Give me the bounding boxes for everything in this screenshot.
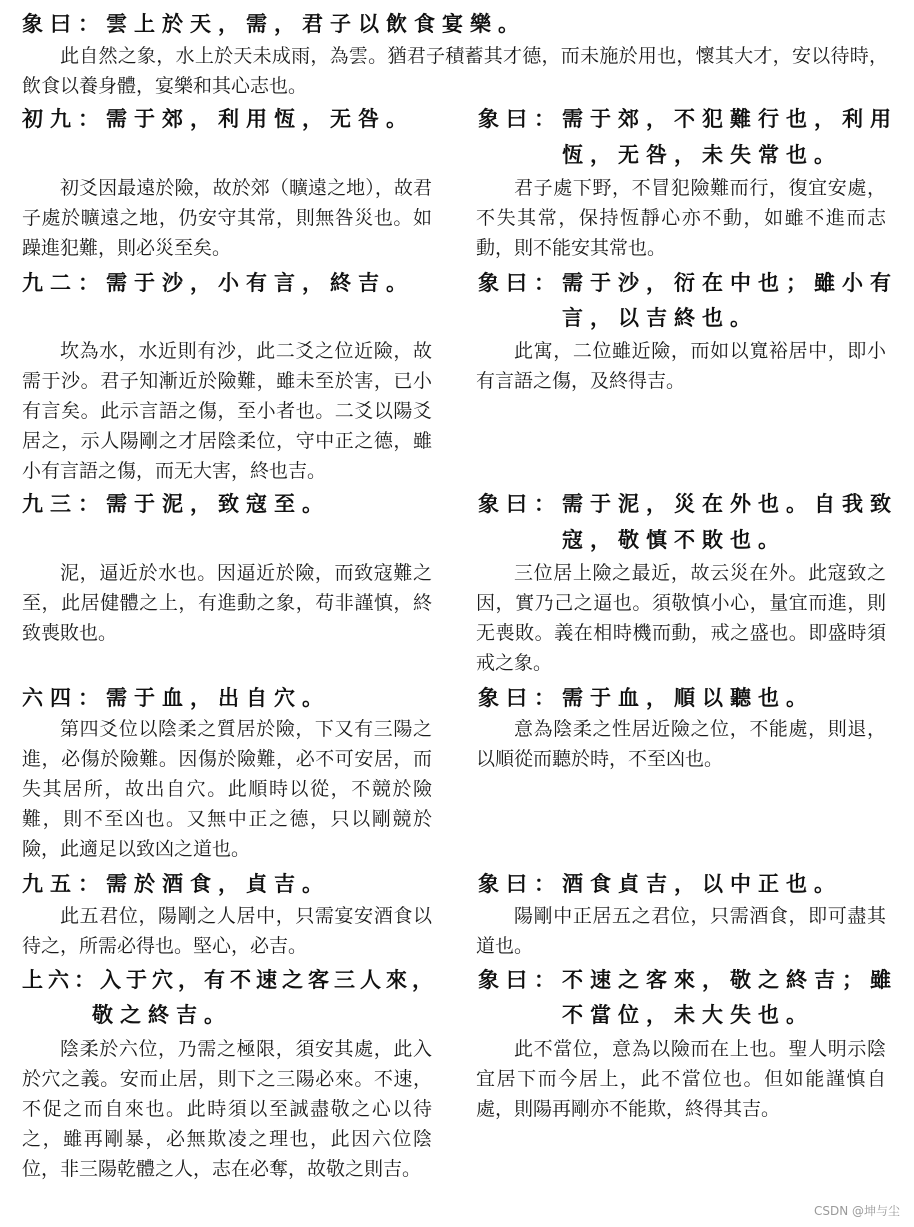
right-heading-1-line1: 象曰：需于郊，不犯難行也，利用 — [478, 106, 898, 131]
left-text-4: 第四爻位以陰柔之質居於險，下又有三陽之進，必傷於險難。因傷於險難，必不可安居，而失其居所，故出自穴。此順時以從，不競於險難，則不至凶也。又無中正之德，只以剛競於險，此適足以致凶之道也。 — [22, 718, 432, 860]
left-text-1: 初爻因最遠於險，故於郊（曠遠之地），故君子處於曠遠之地，仍安守其常，則無咎災也。如躁進犯難，則必災至矣。 — [22, 177, 432, 259]
right-heading-1-line2: 恆，无咎，未失常也。 — [562, 142, 842, 167]
left-heading-6-line2: 敬之終吉。 — [92, 1002, 232, 1027]
right-heading-5: 象曰：酒食貞吉，以中正也。 — [478, 871, 842, 896]
left-heading-5: 九五：需於酒食，貞吉。 — [22, 871, 330, 896]
right-heading-3-line2: 寇，敬慎不敗也。 — [562, 527, 786, 552]
left-text-2: 坎為水，水近則有沙，此二爻之位近險，故需于沙。君子知漸近於險難，雖未至於害，已小有言矣。此示言語之傷，至小者也。二爻以陽爻居之，示人陽剛之才居陰柔位，守中正之德，雖小有言語之傷，而无大害，終也吉。 — [22, 340, 432, 482]
top-text: 此自然之象，水上於天未成雨，為雲。猶君子積蓄其才德，而未施於用也，懷其大才，安以待時，飲食以養身體，宴樂和其心志也。 — [22, 45, 888, 97]
right-text-5: 陽剛中正居五之君位，只需酒食，即可盡其道也。 — [476, 905, 886, 957]
right-heading-6-line1: 象曰：不速之客來，敬之終吉；雖 — [478, 967, 898, 992]
right-heading-6-line2: 不當位，未大失也。 — [562, 1002, 814, 1027]
left-text-3: 泥，逼近於水也。因逼近於險，而致寇難之至，此居健體之上，有進動之象，苟非謹慎，終致喪敗也。 — [22, 562, 432, 644]
right-text-4: 意為陰柔之性居近險之位，不能處，則退，以順從而聽於時，不至凶也。 — [476, 718, 886, 770]
right-text-1: 君子處下野，不冒犯險難而行，復宜安處，不失其常，保持恆靜心亦不動，如雖不進而志動，則不能安其常也。 — [476, 177, 886, 259]
right-heading-2-line2: 言，以吉終也。 — [562, 305, 758, 330]
right-heading-4: 象曰：需于血，順以聽也。 — [478, 685, 814, 710]
top-heading: 象曰：雲上於天，需，君子以飲食宴樂。 — [22, 11, 526, 36]
right-text-6: 此不當位，意為以險而在上也。聖人明示陰宜居下而今居上，此不當位也。但如能謹慎自處，則陽再剛亦不能欺，終得其吉。 — [476, 1038, 886, 1120]
left-heading-2: 九二：需于沙，小有言，終吉。 — [22, 270, 414, 295]
right-heading-3-line1: 象曰：需于泥，災在外也。自我致 — [478, 491, 898, 516]
right-text-3: 三位居上險之最近，故云災在外。此寇致之因，實乃己之逼也。須敬慎小心，量宜而進，則无喪敗。義在相時機而動，戒之盛也。即盛時須戒之象。 — [476, 562, 886, 674]
left-heading-3: 九三：需于泥，致寇至。 — [22, 491, 330, 516]
watermark: CSDN @坤与尘 — [813, 1204, 900, 1218]
left-heading-4: 六四：需于血，出自穴。 — [22, 685, 330, 710]
right-text-2: 此寓，二位雖近險，而如以寬裕居中，即小有言語之傷，及終得吉。 — [476, 340, 886, 392]
right-heading-2-line1: 象曰：需于沙，衍在中也；雖小有 — [478, 270, 898, 295]
left-text-6: 陰柔於六位，乃需之極限，須安其處，此入於穴之義。安而止居，則下之三陽必來。不速，不促之而自來也。此時須以至誠盡敬之心以待之，雖再剛暴，必無欺凌之理也，此因六位陰位，非三陽乾體之人，志在必奪，故敬之則吉。 — [22, 1038, 432, 1180]
left-text-5: 此五君位，陽剛之人居中，只需宴安酒食以待之，所需必得也。堅心，必吉。 — [22, 905, 432, 957]
left-heading-6-line1: 上六：入于穴，有不速之客三人來， — [22, 967, 438, 992]
left-heading-1: 初九：需于郊，利用恆，无咎。 — [22, 106, 414, 131]
